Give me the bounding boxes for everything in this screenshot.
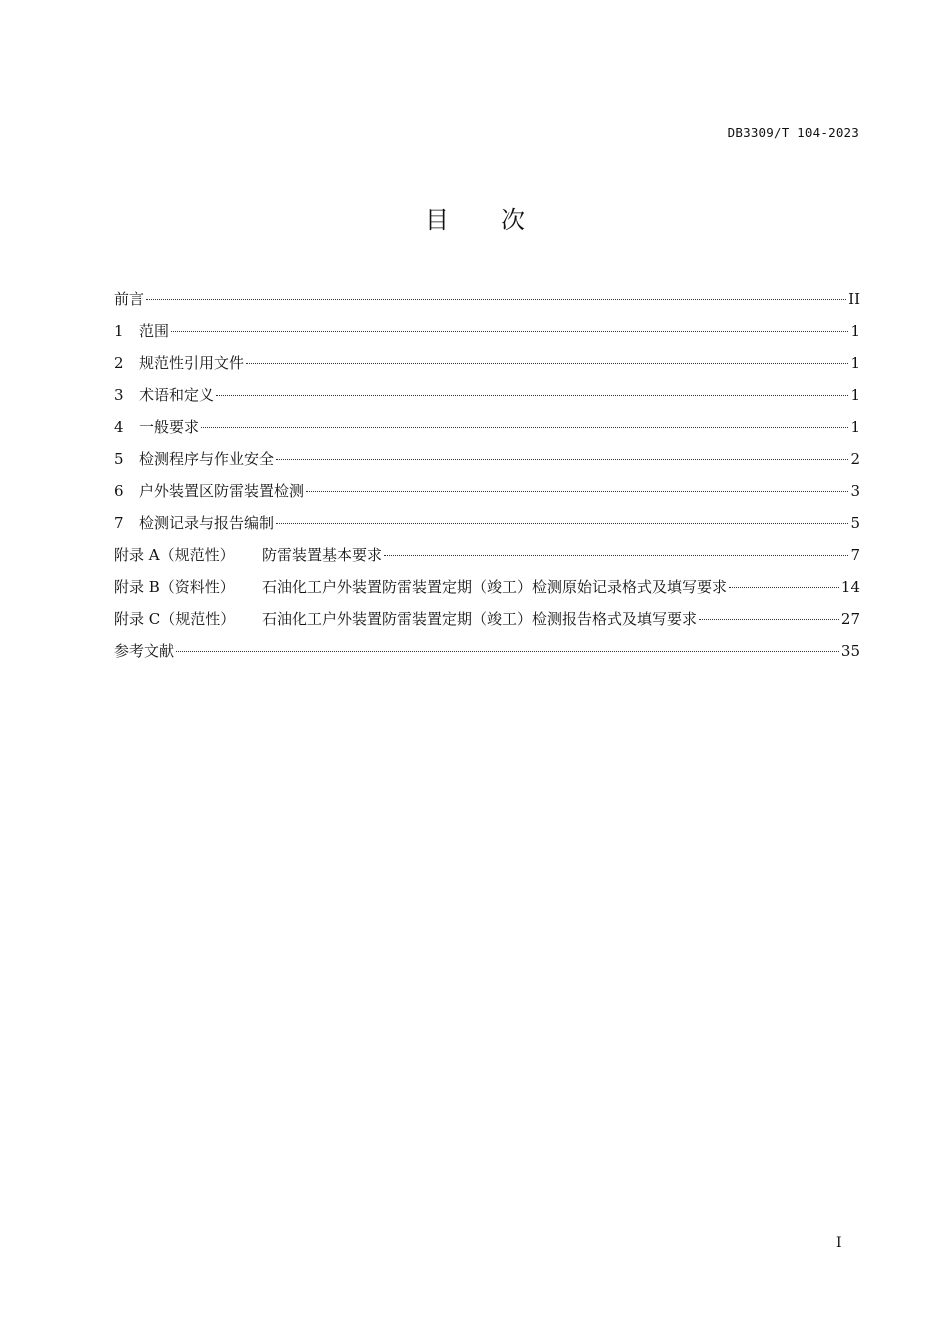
toc-leader-dots <box>171 330 848 332</box>
toc-entry-label: 检测记录与报告编制 <box>139 514 275 532</box>
toc-entry-6[interactable] <box>114 479 860 511</box>
toc-entry-3[interactable] <box>114 383 860 415</box>
toc-leader-dots <box>699 618 839 620</box>
toc-entry-label: 一般要求 <box>139 418 200 436</box>
toc-list <box>114 287 860 671</box>
toc-entry-number: 7 <box>114 514 124 532</box>
toc-entry-references[interactable] <box>114 639 860 671</box>
toc-entry-label: 参考文献 <box>114 642 175 660</box>
toc-entry-number: 5 <box>114 450 124 468</box>
toc-title <box>0 200 950 235</box>
toc-entry-label: 规范性引用文件 <box>139 354 245 372</box>
toc-leader-dots <box>276 458 848 460</box>
toc-entry-preface[interactable] <box>114 287 860 319</box>
toc-entry-number: 6 <box>114 482 124 500</box>
toc-entry-number: 3 <box>114 386 124 404</box>
toc-entry-1[interactable] <box>114 319 860 351</box>
toc-title-char-1: 目 <box>425 206 449 234</box>
toc-entry-page: 27 <box>840 610 860 628</box>
toc-title-char-2: 次 <box>501 206 525 234</box>
toc-leader-dots <box>146 298 846 300</box>
toc-entry-appendix-a[interactable] <box>114 543 860 575</box>
toc-entry-number: 1 <box>114 322 124 340</box>
toc-entry-7[interactable] <box>114 511 860 543</box>
toc-leader-dots <box>246 362 848 364</box>
toc-entry-number: 4 <box>114 418 124 436</box>
toc-leader-dots <box>384 554 848 556</box>
toc-leader-dots <box>729 586 839 588</box>
toc-entry-label: 检测程序与作业安全 <box>139 450 275 468</box>
toc-entry-number: 附录 B（资料性） <box>114 578 235 596</box>
toc-entry-page: II <box>848 290 860 308</box>
toc-leader-dots <box>176 650 839 652</box>
toc-entry-number: 附录 A（规范性） <box>114 546 235 564</box>
toc-entry-label: 户外装置区防雷装置检测 <box>139 482 305 500</box>
toc-leader-dots <box>216 394 848 396</box>
toc-entry-page: 5 <box>850 514 860 532</box>
toc-entry-page: 14 <box>840 578 860 596</box>
toc-entry-4[interactable] <box>114 415 860 447</box>
toc-entry-page: 35 <box>840 642 860 660</box>
toc-leader-dots <box>306 490 848 492</box>
toc-entry-page: 3 <box>850 482 860 500</box>
toc-entry-appendix-c[interactable] <box>114 607 860 639</box>
toc-entry-page: 2 <box>850 450 860 468</box>
toc-entry-appendix-b[interactable] <box>114 575 860 607</box>
toc-entry-label: 石油化工户外装置防雷装置定期（竣工）检测原始记录格式及填写要求 <box>262 578 728 596</box>
toc-entry-label: 前言 <box>114 290 145 308</box>
toc-entry-label: 术语和定义 <box>139 386 215 404</box>
toc-leader-dots <box>201 426 848 428</box>
toc-entry-number: 2 <box>114 354 124 372</box>
toc-leader-dots <box>276 522 848 524</box>
toc-entry-2[interactable] <box>114 351 860 383</box>
toc-entry-page: 1 <box>850 386 860 404</box>
toc-entry-page: 1 <box>850 418 860 436</box>
toc-entry-label: 石油化工户外装置防雷装置定期（竣工）检测报告格式及填写要求 <box>262 610 698 628</box>
toc-entry-number: 附录 C（规范性） <box>114 610 236 628</box>
toc-entry-label: 范围 <box>139 322 170 340</box>
toc-entry-label: 防雷装置基本要求 <box>262 546 383 564</box>
toc-entry-page: 7 <box>850 546 860 564</box>
document-code: DB3309/T 104-2023 <box>727 125 859 140</box>
page-number: I <box>836 1235 842 1251</box>
toc-entry-5[interactable] <box>114 447 860 479</box>
toc-entry-page: 1 <box>850 354 860 372</box>
toc-entry-page: 1 <box>850 322 860 340</box>
